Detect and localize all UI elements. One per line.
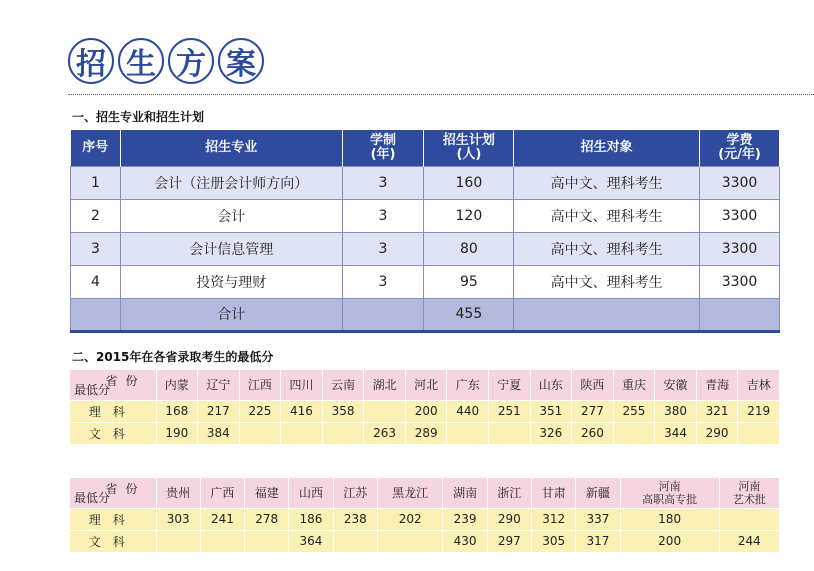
table-row bbox=[71, 232, 780, 265]
province-name: 湖北 bbox=[364, 370, 406, 400]
plan-cell: 3 bbox=[342, 166, 424, 199]
score-cell bbox=[447, 422, 489, 444]
province-name: 黑龙江 bbox=[377, 478, 443, 508]
score-cell: 358 bbox=[322, 400, 364, 422]
plan-cell: 3 bbox=[342, 265, 424, 298]
plan-cell: 80 bbox=[424, 232, 514, 265]
score-cell: 168 bbox=[156, 400, 198, 422]
score-cell: 344 bbox=[655, 422, 697, 444]
province-name: 内蒙 bbox=[156, 370, 198, 400]
score-cell: 303 bbox=[156, 508, 200, 530]
corner-bottom: 最低分 bbox=[74, 490, 111, 505]
score-cell: 186 bbox=[289, 508, 333, 530]
score-cell: 241 bbox=[200, 508, 244, 530]
province-name: 宁夏 bbox=[489, 370, 531, 400]
score-cell bbox=[377, 530, 443, 552]
province-header-row bbox=[70, 478, 780, 508]
table-row bbox=[71, 166, 780, 199]
score-cell bbox=[364, 400, 406, 422]
total-value: 455 bbox=[424, 298, 514, 331]
plan-cell: 2 bbox=[71, 199, 121, 232]
score-cell: 297 bbox=[487, 530, 531, 552]
min-score-table-a bbox=[70, 370, 780, 445]
score-cell: 202 bbox=[377, 508, 443, 530]
plan-header-cell: 招生对象 bbox=[514, 130, 700, 166]
row-label: 文科 bbox=[70, 422, 156, 444]
score-cell: 321 bbox=[696, 400, 738, 422]
plan-cell bbox=[514, 298, 700, 331]
plan-cell: 会计（注册会计师方向） bbox=[120, 166, 342, 199]
score-cell: 290 bbox=[696, 422, 738, 444]
province-name: 山东 bbox=[530, 370, 572, 400]
province-name: 四川 bbox=[281, 370, 323, 400]
page-title bbox=[68, 38, 264, 84]
plan-cell: 会计信息管理 bbox=[120, 232, 342, 265]
province-header-row bbox=[70, 370, 780, 400]
score-cell: 326 bbox=[530, 422, 572, 444]
title-char: 方 bbox=[168, 38, 214, 84]
score-cell: 416 bbox=[281, 400, 323, 422]
table-row bbox=[71, 265, 780, 298]
plan-cell: 3300 bbox=[700, 232, 780, 265]
score-cell bbox=[200, 530, 244, 552]
title-char: 招 bbox=[68, 38, 114, 84]
score-cell: 200 bbox=[620, 530, 719, 552]
plan-cell: 会计 bbox=[120, 199, 342, 232]
plan-cell: 3 bbox=[71, 232, 121, 265]
plan-cell: 4 bbox=[71, 265, 121, 298]
corner-bottom: 最低分 bbox=[74, 382, 111, 397]
score-cell: 278 bbox=[245, 508, 289, 530]
plan-cell: 高中文、理科考生 bbox=[514, 265, 700, 298]
province-name: 河北 bbox=[405, 370, 447, 400]
title-char: 案 bbox=[218, 38, 264, 84]
plan-cell bbox=[700, 298, 780, 331]
score-cell: 255 bbox=[613, 400, 655, 422]
plan-cell: 160 bbox=[424, 166, 514, 199]
score-cell bbox=[613, 422, 655, 444]
province-name: 河南 艺术批 bbox=[719, 478, 779, 508]
plan-cell: 3 bbox=[342, 199, 424, 232]
score-cell bbox=[239, 422, 281, 444]
province-name: 广东 bbox=[447, 370, 489, 400]
plan-cell: 1 bbox=[71, 166, 121, 199]
province-name: 浙江 bbox=[487, 478, 531, 508]
plan-cell: 95 bbox=[424, 265, 514, 298]
plan-cell: 高中文、理科考生 bbox=[514, 232, 700, 265]
row-label: 文科 bbox=[70, 530, 156, 552]
corner-cell bbox=[70, 370, 156, 400]
score-cell: 380 bbox=[655, 400, 697, 422]
score-cell: 351 bbox=[530, 400, 572, 422]
province-name: 贵州 bbox=[156, 478, 200, 508]
province-name: 云南 bbox=[322, 370, 364, 400]
plan-cell: 120 bbox=[424, 199, 514, 232]
score-cell: 312 bbox=[532, 508, 576, 530]
plan-header-cell: 学制 (年) bbox=[342, 130, 424, 166]
score-cell: 251 bbox=[489, 400, 531, 422]
section-heading-scores: 二、2015年在各省录取考生的最低分 bbox=[72, 350, 274, 364]
score-row bbox=[70, 400, 780, 422]
province-name: 甘肃 bbox=[532, 478, 576, 508]
plan-cell: 3300 bbox=[700, 199, 780, 232]
table-row bbox=[71, 199, 780, 232]
province-name: 吉林 bbox=[738, 370, 780, 400]
province-name: 重庆 bbox=[613, 370, 655, 400]
plan-cell: 高中文、理科考生 bbox=[514, 199, 700, 232]
score-cell bbox=[245, 530, 289, 552]
province-name: 辽宁 bbox=[198, 370, 240, 400]
min-score-table-b bbox=[70, 478, 780, 553]
score-cell: 430 bbox=[443, 530, 487, 552]
score-cell bbox=[333, 530, 377, 552]
province-name: 湖南 bbox=[443, 478, 487, 508]
province-name: 河南 高职高专批 bbox=[620, 478, 719, 508]
province-name: 安徽 bbox=[655, 370, 697, 400]
plan-header-cell: 招生计划 (人) bbox=[424, 130, 514, 166]
province-name: 新疆 bbox=[576, 478, 620, 508]
score-cell: 337 bbox=[576, 508, 620, 530]
score-cell: 180 bbox=[620, 508, 719, 530]
score-cell: 440 bbox=[447, 400, 489, 422]
title-char: 生 bbox=[118, 38, 164, 84]
score-cell: 260 bbox=[572, 422, 614, 444]
score-cell bbox=[738, 422, 780, 444]
score-cell bbox=[719, 508, 779, 530]
score-cell bbox=[322, 422, 364, 444]
divider bbox=[68, 94, 814, 95]
plan-cell: 投资与理财 bbox=[120, 265, 342, 298]
plan-cell: 3300 bbox=[700, 265, 780, 298]
score-row bbox=[70, 530, 780, 552]
province-name: 江苏 bbox=[333, 478, 377, 508]
score-cell: 200 bbox=[405, 400, 447, 422]
score-cell: 217 bbox=[198, 400, 240, 422]
score-cell bbox=[156, 530, 200, 552]
plan-header-cell: 学费 (元/年) bbox=[700, 130, 780, 166]
plan-cell bbox=[342, 298, 424, 331]
score-cell: 289 bbox=[405, 422, 447, 444]
section-heading-plan: 一、招生专业和招生计划 bbox=[72, 110, 205, 124]
plan-cell: 高中文、理科考生 bbox=[514, 166, 700, 199]
plan-cell bbox=[71, 298, 121, 331]
score-cell bbox=[281, 422, 323, 444]
province-name: 广西 bbox=[200, 478, 244, 508]
score-cell: 263 bbox=[364, 422, 406, 444]
score-cell: 190 bbox=[156, 422, 198, 444]
enrollment-plan-table bbox=[70, 130, 780, 333]
province-name: 福建 bbox=[245, 478, 289, 508]
score-cell: 238 bbox=[333, 508, 377, 530]
plan-cell: 3300 bbox=[700, 166, 780, 199]
corner-top: 省份 bbox=[105, 374, 146, 388]
province-name: 山西 bbox=[289, 478, 333, 508]
corner-cell bbox=[70, 478, 156, 508]
plan-header-cell: 招生专业 bbox=[120, 130, 342, 166]
score-cell: 239 bbox=[443, 508, 487, 530]
score-row bbox=[70, 422, 780, 444]
score-cell: 305 bbox=[532, 530, 576, 552]
score-cell: 244 bbox=[719, 530, 779, 552]
province-name: 青海 bbox=[696, 370, 738, 400]
score-cell: 384 bbox=[198, 422, 240, 444]
plan-header-cell: 序号 bbox=[71, 130, 121, 166]
score-cell: 317 bbox=[576, 530, 620, 552]
score-cell: 277 bbox=[572, 400, 614, 422]
corner-top: 省份 bbox=[105, 482, 146, 496]
score-cell bbox=[489, 422, 531, 444]
total-label: 合计 bbox=[120, 298, 342, 331]
total-row bbox=[71, 298, 780, 331]
province-name: 陕西 bbox=[572, 370, 614, 400]
row-label: 理科 bbox=[70, 400, 156, 422]
score-cell: 290 bbox=[487, 508, 531, 530]
score-row bbox=[70, 508, 780, 530]
score-cell: 219 bbox=[738, 400, 780, 422]
plan-cell: 3 bbox=[342, 232, 424, 265]
score-cell: 225 bbox=[239, 400, 281, 422]
row-label: 理科 bbox=[70, 508, 156, 530]
province-name: 江西 bbox=[239, 370, 281, 400]
score-cell: 364 bbox=[289, 530, 333, 552]
